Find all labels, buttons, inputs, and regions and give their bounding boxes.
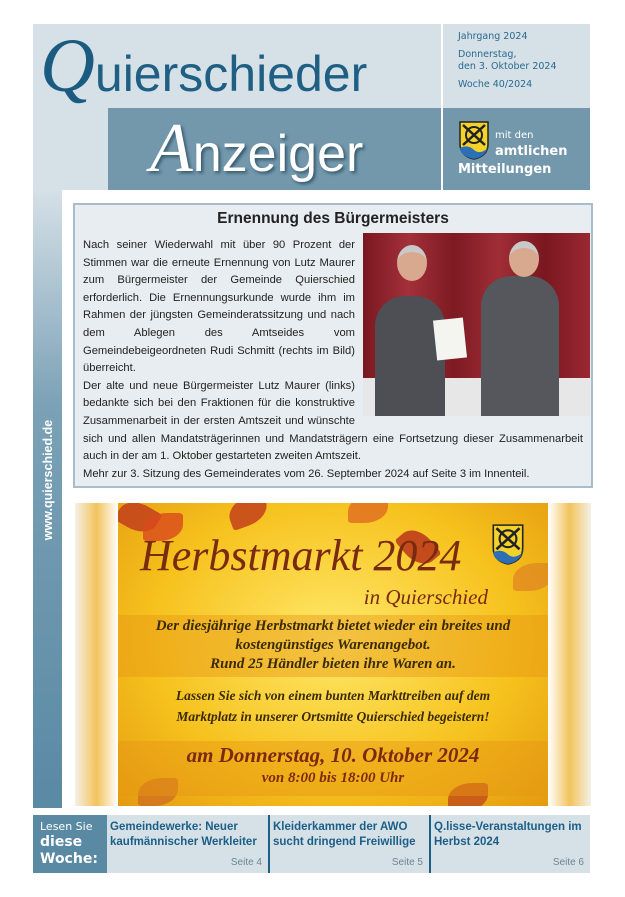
official-label-1: amtlichen	[495, 144, 568, 159]
masthead-title: Quierschieder	[40, 24, 368, 108]
teaser-page: Seite 4	[230, 857, 262, 868]
article-paragraph: Mehr zur 3. Sitzung des Gemeinderates vom 26. September 2024 auf Seite 3 im Innenteil.	[83, 467, 530, 480]
banner-subtitle: in Quierschied	[363, 585, 488, 609]
banner-fade-left	[75, 503, 118, 806]
banner-text: Rund 25 Händler bieten ihre Waren an.	[210, 656, 456, 672]
teaser-intro-3: Woche:	[40, 851, 98, 867]
teaser-intro-1: Lesen Sie	[40, 820, 93, 833]
official-prefix: mit den	[495, 130, 534, 141]
issue-weekday: Donnerstag,	[458, 49, 517, 60]
herbstmarkt-banner	[118, 503, 548, 806]
website-text[interactable]: www.quierschied.de	[40, 419, 55, 541]
teaser-page: Seite 6	[552, 857, 584, 868]
teaser-page: Seite 5	[391, 857, 423, 868]
banner-text: Lassen Sie sich von einem bunten Markttreiben auf dem	[175, 688, 491, 703]
teaser-intro	[33, 815, 107, 873]
article-headline: Ernennung des Bürgermeisters	[217, 210, 449, 227]
lead-article	[73, 203, 593, 488]
masthead-background	[33, 108, 108, 190]
issue-week: Woche 40/2024	[458, 79, 533, 90]
article-paragraph: Nach seiner Wiederwahl mit über 90 Prozent der Stimmen war die erneute Ernennung von Lutz Maurer zum Bürgermeister der Gemeinde Quierschied erforderlich. Die Ernennungsurkunde wurde ihm im Rahmen der jüngsten Gemeinderatssitzung und nach dem Ablegen des Amtseides vom Gemeindebeigeordneten Rudi Schmitt (rechts im Bild) überreicht.	[83, 239, 355, 375]
banner-time: von 8:00 bis 18:00 Uhr	[261, 770, 405, 786]
coat-of-arms-icon	[458, 120, 490, 160]
teaser-title[interactable]: Gemeindewerke: Neuer kaufmännischer Werkleiter	[110, 821, 257, 848]
article-paragraph: Der alte und neue Bürgermeister Lutz Maurer (links) bedankte sich bei den Fraktionen für die konstruktive Zusammenarbeit in der ersten Amtszeit und wünschte sich und allen Mandatsträgerinnen und Mandatsträgern eine Fortsetzung dieser Zusammenarbeit auch in der am 1. Oktober gestarteten zweiten Amtszeit.	[83, 379, 583, 463]
banner-text: kostengünstiges Warenangebot.	[235, 637, 431, 653]
teaser-item[interactable]	[431, 815, 590, 873]
banner-text: Marktplatz in unserer Ortsmitte Quierschied begeistern!	[176, 709, 490, 724]
issue-info	[443, 24, 590, 108]
banner-title: Herbstmarkt 2024	[140, 531, 462, 580]
teaser-title[interactable]: Q.lisse-Veranstaltungen im Herbst 2024	[434, 821, 582, 848]
official-label-2: Mitteilungen	[458, 162, 552, 177]
teaser-intro-2: diese	[40, 834, 83, 850]
teaser-item[interactable]	[107, 815, 268, 873]
masthead-subtitle: Anzeiger	[150, 110, 364, 187]
official-notice-box	[443, 108, 590, 190]
banner-date: am Donnerstag, 10. Oktober 2024	[186, 743, 480, 767]
teaser-item[interactable]	[270, 815, 429, 873]
issue-year: Jahrgang 2024	[458, 31, 528, 42]
teaser-title[interactable]: Kleiderkammer der AWO sucht dringend Freiwillige	[273, 821, 416, 848]
banner-fade-right	[548, 503, 591, 806]
banner-text: Der diesjährige Herbstmarkt bietet wieder ein breites und	[155, 618, 511, 634]
article-photo	[363, 233, 590, 416]
website-link[interactable]	[33, 410, 62, 550]
coat-of-arms-icon	[490, 523, 526, 565]
issue-date: den 3. Oktober 2024	[458, 61, 557, 72]
